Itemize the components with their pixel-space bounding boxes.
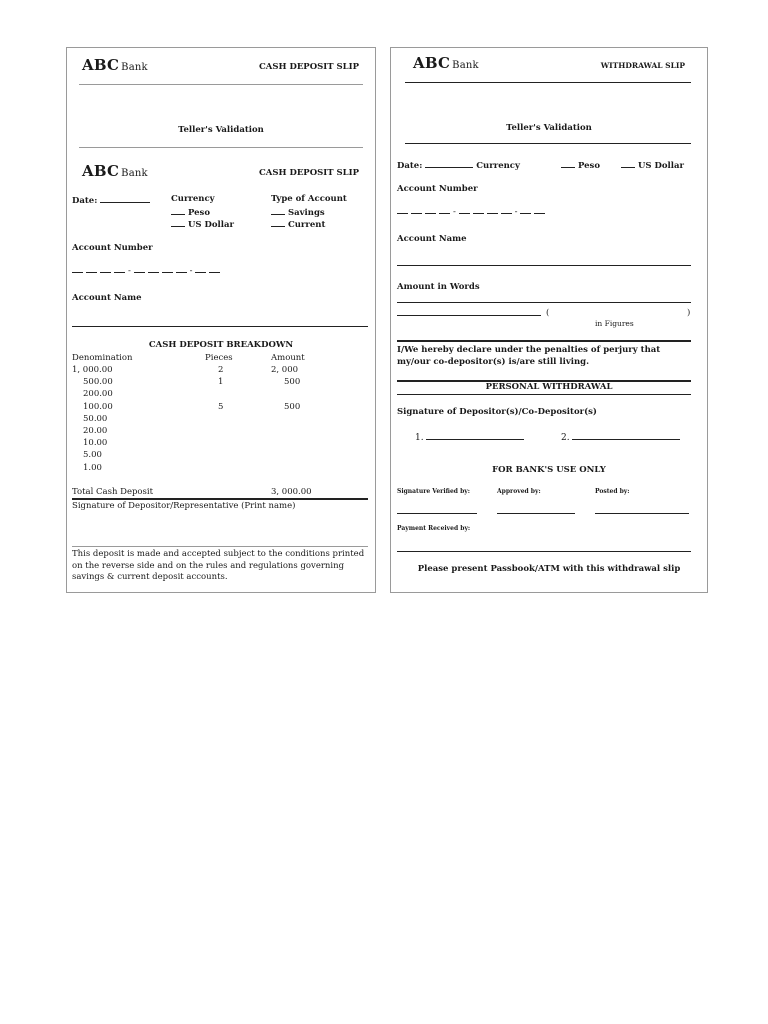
deposit-teller-validation: Teller's Validation: [178, 125, 264, 135]
divider: [397, 551, 691, 552]
withdraw-header-title: WITHDRAWAL SLIP: [600, 61, 685, 70]
deposit-header-title: CASH DEPOSIT SLIP: [258, 168, 359, 178]
withdraw-teller-validation: Teller's Validation: [506, 123, 592, 133]
denomination-cell: 50.00: [83, 413, 108, 424]
withdraw-account-number-field[interactable]: - -: [397, 206, 548, 217]
denomination-cell: 20.00: [83, 426, 108, 436]
total-label: Total Cash Deposit: [72, 487, 154, 497]
deposit-currency-label: Currency: [171, 194, 215, 204]
verified-label: Signature Verified by:: [397, 488, 470, 495]
approved-label: Approved by:: [497, 488, 541, 495]
denomination-cell: 1.00: [83, 462, 102, 473]
col-pieces: Pieces: [205, 353, 233, 363]
verified-field[interactable]: [397, 513, 477, 514]
deposit-signature-label: Signature of Depositor/Representative (Print name): [72, 501, 296, 511]
cash-deposit-slip: [66, 47, 376, 593]
checkbox-savings[interactable]: Savings: [271, 206, 325, 218]
deposit-account-name-field[interactable]: [72, 326, 368, 327]
divider: [79, 84, 363, 85]
denomination-cell: 200.00: [83, 389, 113, 400]
signature-two-field[interactable]: 2.: [561, 431, 680, 443]
deposit-signature-field[interactable]: [72, 546, 368, 547]
deposit-account-number-field[interactable]: - -: [72, 265, 223, 276]
paren-close: ): [687, 308, 691, 318]
deposit-date-field[interactable]: Date:: [72, 194, 150, 206]
in-figures-label: in Figures: [595, 319, 634, 328]
withdrawal-slip: [390, 47, 708, 593]
amount-words-field[interactable]: [397, 302, 691, 303]
total-value: 3, 000.00: [271, 487, 312, 497]
pieces-cell: 2: [218, 365, 224, 375]
footer-note: Please present Passbook/ATM with this withdrawal slip: [417, 564, 681, 574]
pieces-cell: 1: [218, 377, 224, 388]
amount-cell: 500: [284, 401, 301, 412]
posted-field[interactable]: [595, 513, 689, 514]
denomination-cell: 10.00: [83, 438, 108, 449]
paren-open: (: [546, 308, 550, 318]
signature-one-field[interactable]: 1.: [415, 431, 524, 443]
posted-label: Posted by:: [595, 488, 630, 495]
personal-withdrawal-title: PERSONAL WITHDRAWAL: [485, 382, 613, 392]
approved-field[interactable]: [497, 513, 575, 514]
breakdown-title: CASH DEPOSIT BREAKDOWN: [148, 340, 294, 350]
checkbox-us-dollar[interactable]: US Dollar: [621, 159, 684, 171]
amount-cell: 2, 000: [271, 365, 299, 375]
withdraw-date-field[interactable]: Date: Currency: [397, 161, 520, 171]
payment-received-label: Payment Received by:: [397, 525, 471, 532]
withdraw-account-name-field[interactable]: [397, 265, 691, 266]
declaration-text: I/We hereby declare under the penalties of perjury that my/our co-depositor(s) is/are still living.: [397, 345, 661, 367]
deposit-account-name-label: Account Name: [72, 293, 142, 303]
denomination-cell: 1, 000.00: [72, 365, 113, 375]
bank-use-title: FOR BANK'S USE ONLY: [492, 465, 606, 475]
checkbox-peso[interactable]: Peso: [171, 206, 210, 218]
withdraw-signature-label: Signature of Depositor(s)/Co-Depositor(s): [397, 407, 597, 417]
denomination-cell: 5.00: [83, 450, 102, 461]
deposit-top-title: CASH DEPOSIT SLIP: [258, 62, 359, 72]
deposit-account-number-label: Account Number: [72, 243, 153, 253]
denomination-cell: 100.00: [83, 401, 113, 412]
checkbox-current[interactable]: Current: [271, 218, 325, 230]
divider: [72, 498, 368, 500]
amount-cell: 500: [284, 377, 301, 388]
withdraw-account-number-label: Account Number: [397, 184, 478, 194]
deposit-disclaimer: This deposit is made and accepted subject to the conditions printed on the reverse side and on the rules and regulations governing savings & current deposit accounts.: [72, 549, 365, 582]
col-amount: Amount: [271, 353, 305, 363]
amount-words-label: Amount in Words: [397, 282, 480, 292]
deposit-header-logo: ABC Bank: [82, 162, 148, 180]
deposit-account-type-label: Type of Account: [271, 194, 347, 204]
col-denomination: Denomination: [72, 353, 133, 363]
withdraw-account-name-label: Account Name: [397, 234, 467, 244]
divider: [79, 147, 363, 148]
deposit-top-logo: ABC Bank: [82, 56, 148, 74]
divider: [397, 340, 691, 342]
amount-words-field-2[interactable]: [397, 315, 541, 316]
checkbox-us-dollar[interactable]: US Dollar: [171, 218, 234, 230]
denomination-cell: 500.00: [83, 377, 113, 388]
divider: [405, 82, 691, 83]
divider: [397, 394, 691, 395]
checkbox-peso[interactable]: Peso: [561, 159, 600, 171]
divider: [405, 143, 691, 144]
withdraw-header-logo: ABC Bank: [413, 54, 479, 72]
pieces-cell: 5: [218, 401, 224, 412]
